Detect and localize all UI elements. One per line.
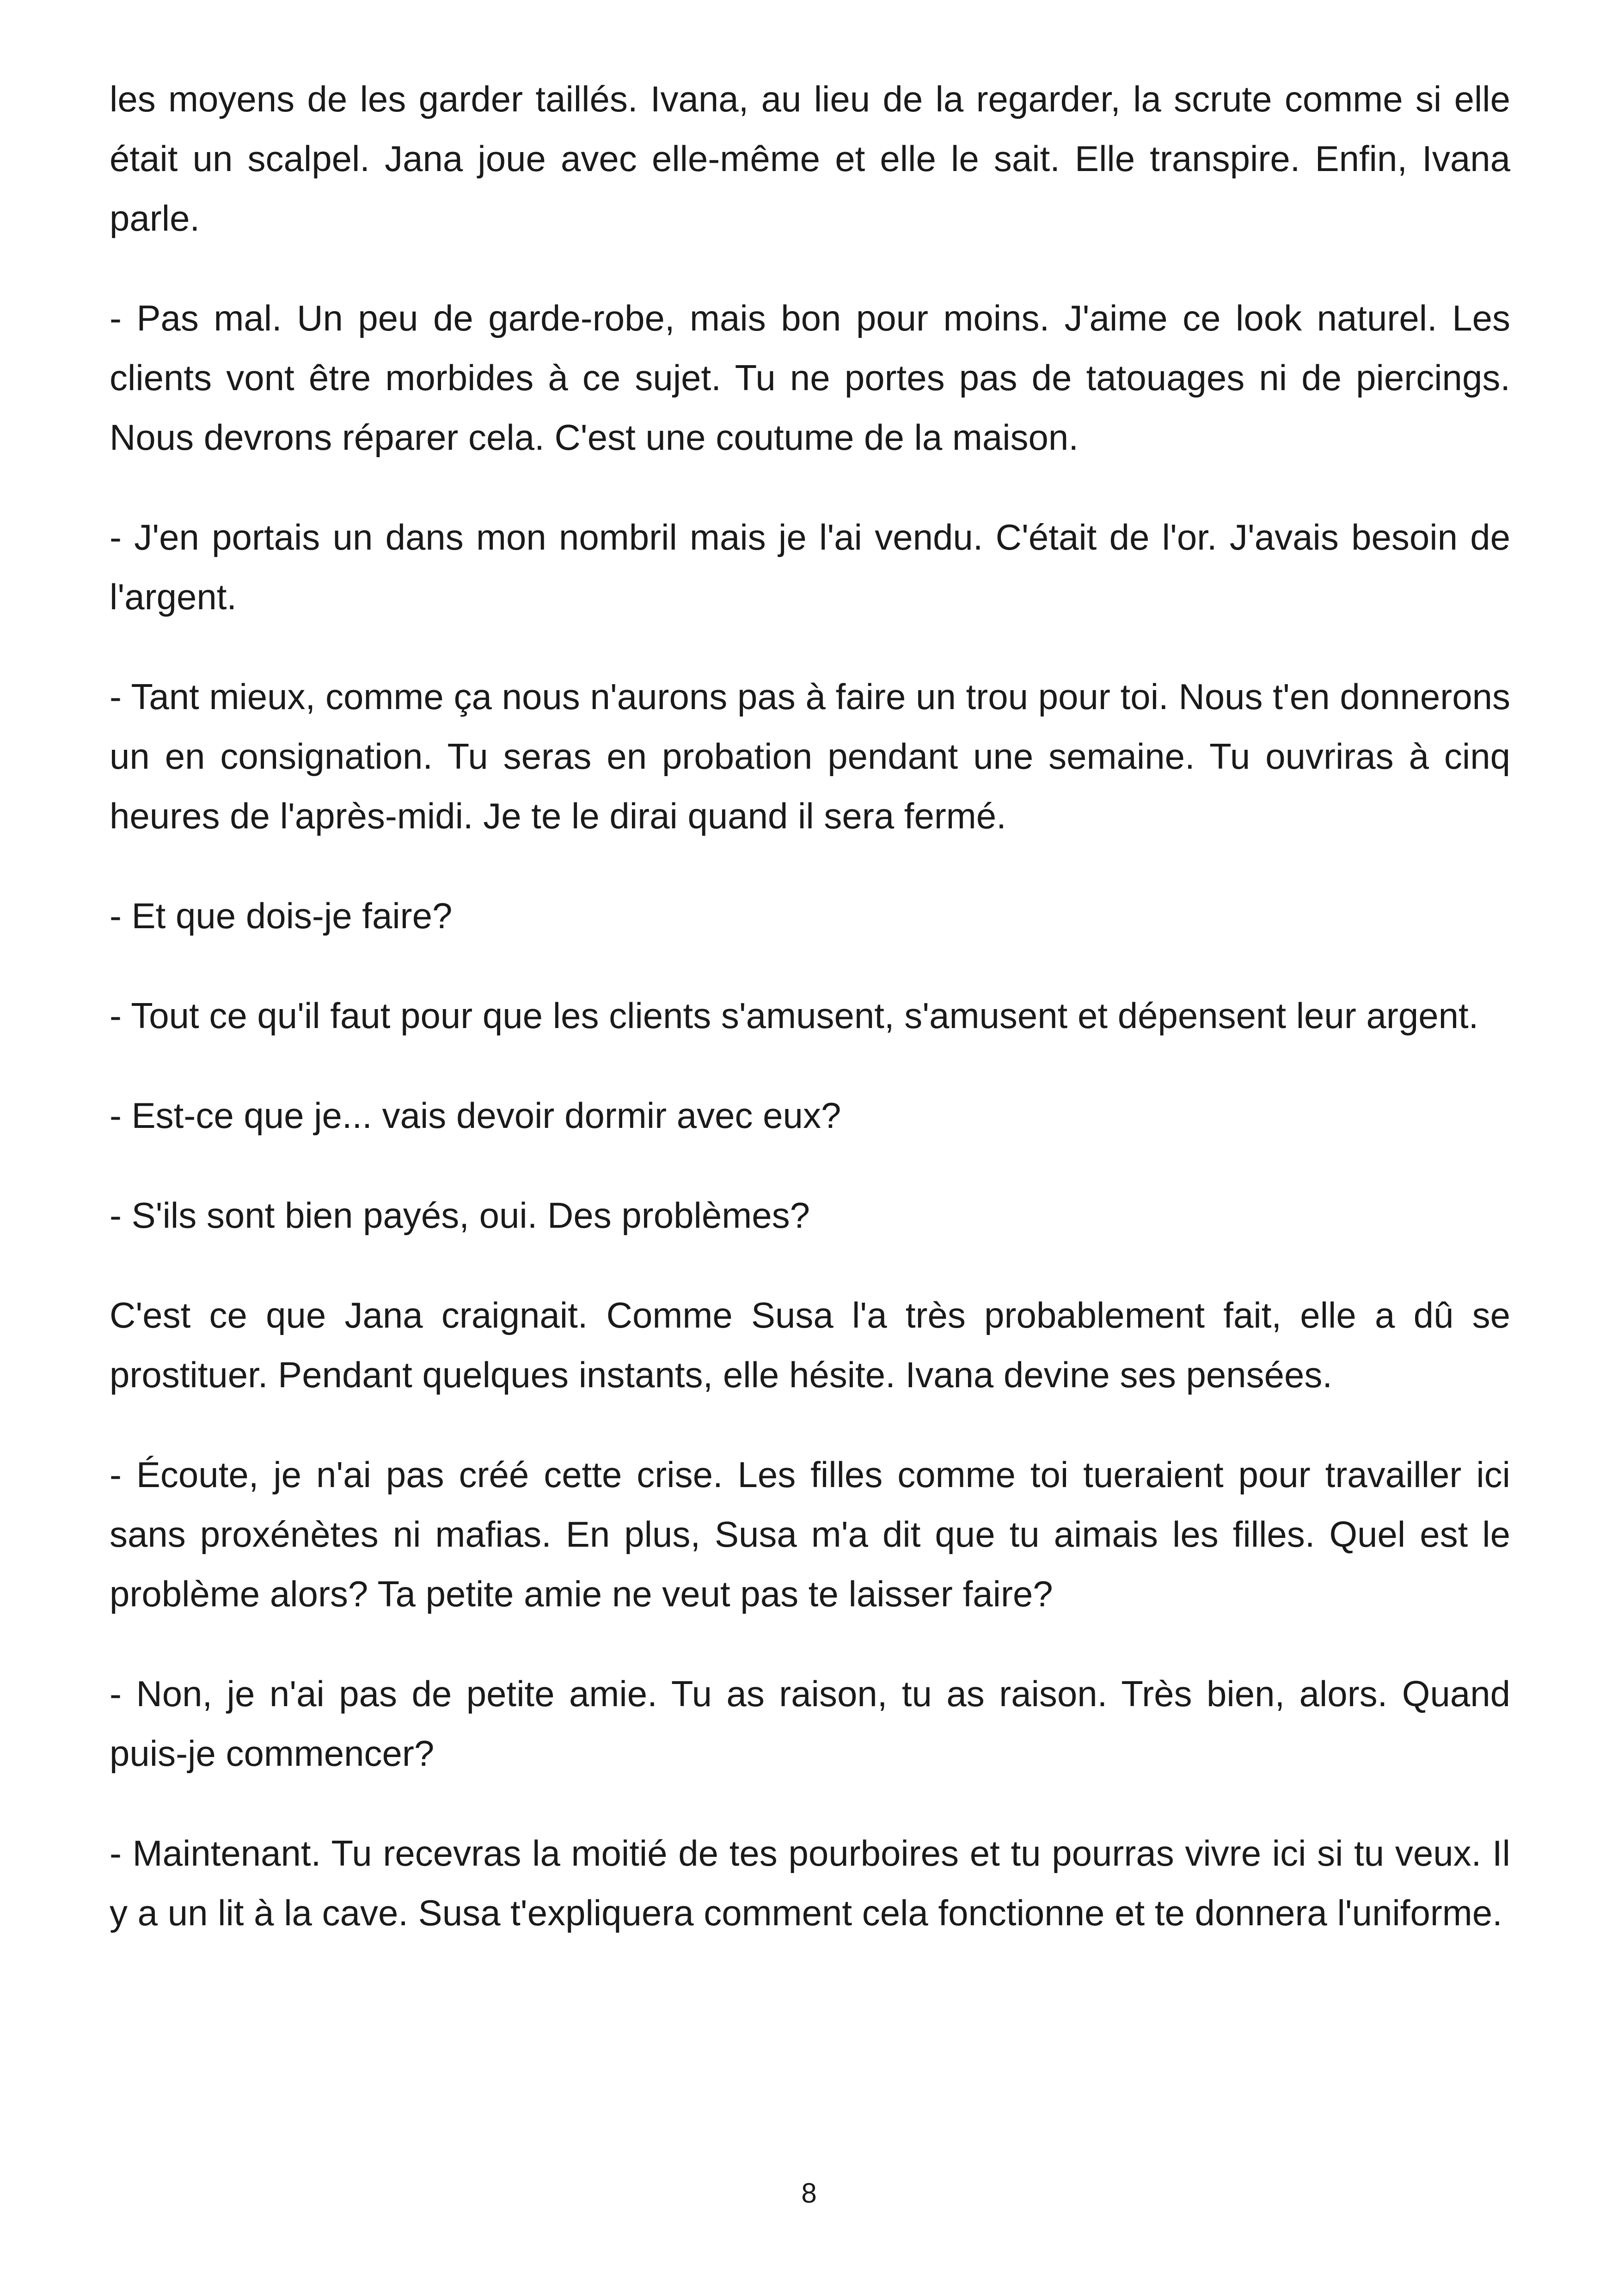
paragraph: - S'ils sont bien payés, oui. Des problèmes? <box>110 1195 810 1236</box>
paragraph: - Pas mal. Un peu de garde-robe, mais bon pour moins. J'aime ce look naturel. Les clients vont être morbides à ce sujet. Tu ne portes pas de tatouages ni de piercings. Nous devrons réparer cela. C'est une coutume de la maison. <box>110 298 1510 458</box>
paragraph: - Est-ce que je... vais devoir dormir avec eux? <box>110 1095 841 1136</box>
paragraph: - J'en portais un dans mon nombril mais je l'ai vendu. C'était de l'or. J'avais besoin de l'argent. <box>110 517 1510 617</box>
page-number: 8 <box>801 2178 817 2209</box>
paragraph: C'est ce que Jana craignait. Comme Susa l'a très probablement fait, elle a dû se prostituer. Pendant quelques instants, elle hésite. Ivana devine ses pensées. <box>110 1295 1510 1395</box>
paragraph: - Maintenant. Tu recevras la moitié de tes pourboires et tu pourras vivre ici si tu veux. Il y a un lit à la cave. Susa t'expliquera comment cela fonctionne et te donnera l'uniforme. <box>110 1833 1510 1933</box>
page-body <box>110 69 1510 2149</box>
paragraph: - Écoute, je n'ai pas créé cette crise. Les filles comme toi tueraient pour travailler ici sans proxénètes ni mafias. En plus, Susa m'a dit que tu aimais les filles. Quel est le problème alors? Ta petite amie ne veut pas te laisser faire? <box>110 1454 1510 1614</box>
paragraph: - Tout ce qu'il faut pour que les clients s'amusent, s'amusent et dépensent leur argent. <box>110 995 1479 1036</box>
paragraph: les moyens de les garder taillés. Ivana, au lieu de la regarder, la scrute comme si elle était un scalpel. Jana joue avec elle-même et elle le sait. Elle transpire. Enfin, Ivana parle. <box>110 79 1510 239</box>
paragraph: - Tant mieux, comme ça nous n'aurons pas à faire un trou pour toi. Nous t'en donnerons un en consignation. Tu seras en probation pendant une semaine. Tu ouvriras à cinq heures de l'après-midi. Je te le dirai quand il sera fermé. <box>110 676 1510 836</box>
paragraph: - Non, je n'ai pas de petite amie. Tu as raison, tu as raison. Très bien, alors. Quand puis-je commencer? <box>110 1673 1510 1774</box>
paragraph: - Et que dois-je faire? <box>110 895 453 936</box>
